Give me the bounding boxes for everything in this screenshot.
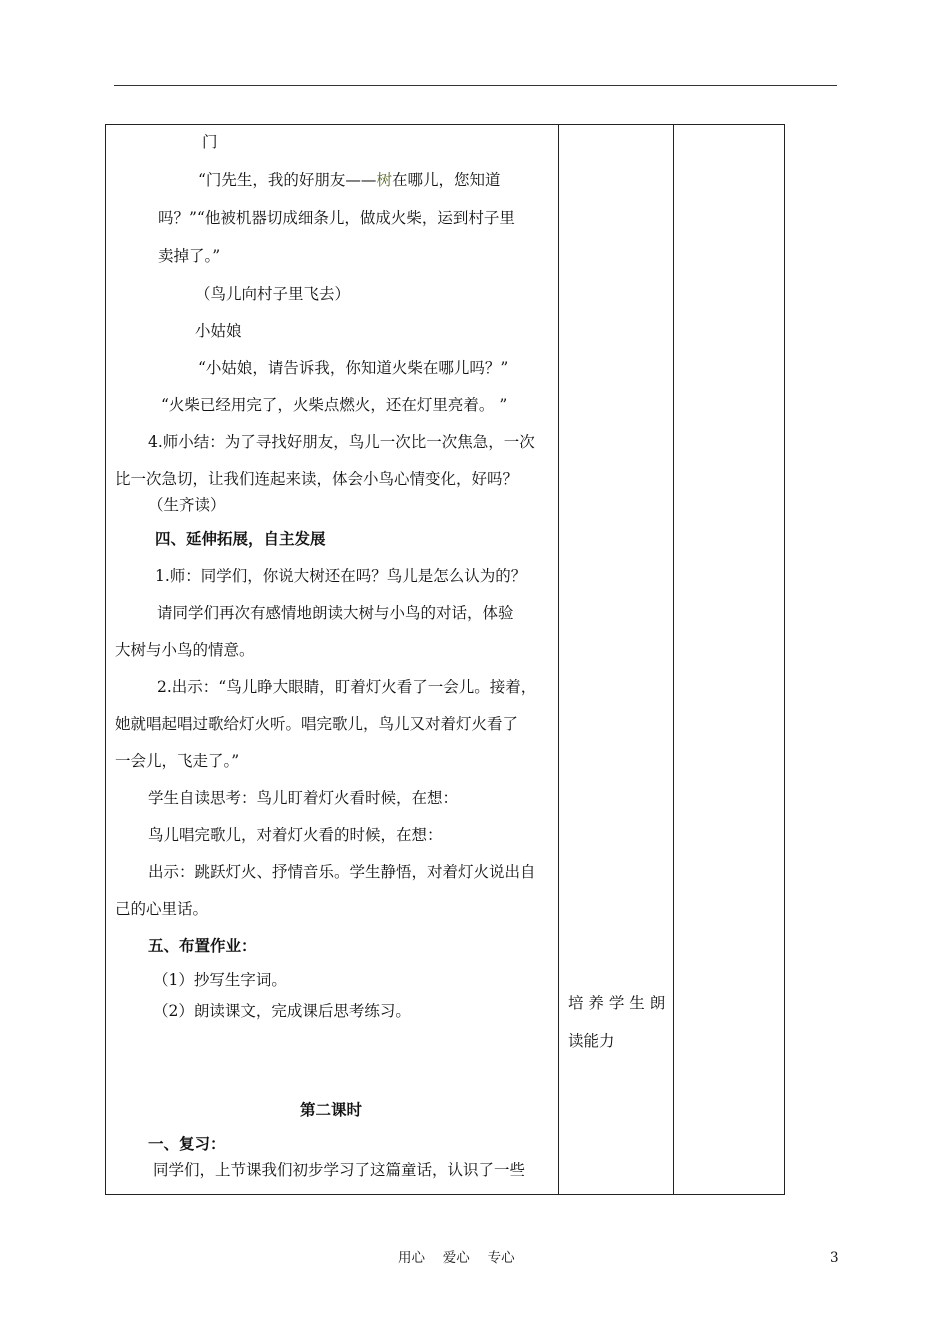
table-column-divider <box>673 125 674 1194</box>
text-line: 她就唱起唱过歌给灯火听。唱完歌儿，鸟儿又对着灯火看了 <box>115 715 519 733</box>
text-line: 4.师小结：为了寻找好朋友，鸟儿一次比一次焦急，一次 <box>148 433 535 451</box>
text-line: （1）抄写生字词。 <box>153 971 287 989</box>
section-heading: 第二课时 <box>300 1100 363 1119</box>
text-line: 己的心里话。 <box>115 900 209 918</box>
text-line: 请同学们再次有感情地朗读大树与小鸟的对话，体验 <box>157 604 514 622</box>
text-line: 2.出示：“鸟儿睁大眼睛，盯着灯火看了一会儿。接着， <box>157 678 537 696</box>
text-line: 鸟儿唱完歌儿，对着灯火看的时候，在想： <box>148 826 443 844</box>
text-line: （生齐读） <box>148 496 226 514</box>
text-line: 卖掉了。” <box>158 247 221 265</box>
section-heading: 四、延伸拓展，自主发展 <box>155 529 326 548</box>
text-span: 在哪儿，您知道 <box>391 171 501 189</box>
text-line: 学生自读思考：鸟儿盯着灯火看时候，在想： <box>148 789 459 807</box>
side-note-line: 培 养 学 生 朗 <box>568 994 666 1012</box>
section-heading: 一、复习： <box>148 1134 226 1153</box>
text-span: “门先生，我的好朋友—— <box>198 171 377 189</box>
text-line: （2）朗读课文，完成课后思考练习。 <box>153 1002 411 1020</box>
text-line: “小姑娘，请告诉我，你知道火柴在哪儿吗？” <box>198 359 509 377</box>
table-column-divider <box>558 125 559 1194</box>
text-line: 大树与小鸟的情意。 <box>115 641 255 659</box>
text-line: 门 <box>202 133 218 151</box>
text-span-highlight: 树 <box>376 171 392 189</box>
page-number: 3 <box>830 1250 839 1266</box>
text-line: “火柴已经用完了，火柴点燃火，还在灯里亮着。 ” <box>161 396 508 414</box>
header-rule <box>114 85 837 86</box>
text-line: 出示：跳跃灯火、抒情音乐。学生静悟，对着灯火说出自 <box>148 863 536 881</box>
side-note-line: 读能力 <box>568 1032 615 1050</box>
text-line: 吗？”“他被机器切成细条儿，做成火柴，运到村子里 <box>158 209 515 227</box>
text-line: 1.师：同学们，你说大树还在吗？鸟儿是怎么认为的？ <box>155 567 527 585</box>
text-line: 小姑娘 <box>195 322 242 340</box>
footer-motto: 用心 爱心 专心 <box>398 1250 515 1266</box>
text-line: （鸟儿向村子里飞去） <box>195 285 351 303</box>
text-line: 同学们，上节课我们初步学习了这篇童话，认识了一些 <box>153 1161 526 1179</box>
text-line <box>198 170 500 190</box>
text-line: 一会儿，飞走了。” <box>115 752 240 770</box>
text-line: 比一次急切，让我们连起来读，体会小鸟心情变化，好吗？ <box>115 470 519 488</box>
section-heading: 五、布置作业： <box>148 936 257 955</box>
lesson-plan-table <box>105 124 785 1195</box>
